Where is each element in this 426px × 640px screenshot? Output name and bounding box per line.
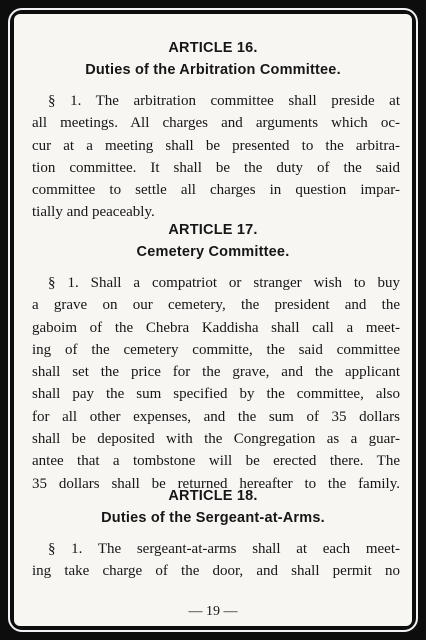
article-18-paragraph xyxy=(32,538,400,583)
text-line: gaboim of the Chebra Kaddisha shall call a meet- xyxy=(32,319,400,336)
article-16-title: ARTICLE 16. xyxy=(168,40,258,56)
text-line: shall be deposited with the Congregation as a guar- xyxy=(32,431,400,448)
text-line: tially and peaceably. xyxy=(32,204,155,221)
document-page xyxy=(14,14,412,626)
article-17-paragraph xyxy=(32,272,400,495)
article-18-subtitle: Duties of the Sergeant-at-Arms. xyxy=(101,510,325,526)
article-17-title: ARTICLE 17. xyxy=(168,222,258,238)
text-line: for all other expenses, and the sum of 35 dollars xyxy=(32,408,400,425)
text-line: § 1. Shall a compatriot or stranger wish to buy xyxy=(48,275,400,291)
text-line: cur at a meeting shall be presented to the arbitra- xyxy=(32,137,400,154)
text-line: § 1. The arbitration committee shall preside at xyxy=(48,93,400,109)
article-18-title: ARTICLE 18. xyxy=(168,488,258,504)
page-number: — 19 — xyxy=(188,604,238,619)
text-line: shall set the price for the grave, and the applicant xyxy=(32,364,400,381)
text-line: 35 dollars shall be returned hereafter to the family. xyxy=(32,475,400,492)
article-16-subtitle: Duties of the Arbitration Committee. xyxy=(85,62,341,78)
text-line: a grave on our cemetery, the president and the xyxy=(32,297,400,314)
text-line: all meetings. All charges and arguments which oc- xyxy=(32,115,400,132)
text-line: § 1. The sergeant-at-arms shall at each meet- xyxy=(48,541,400,557)
text-line: ing take charge of the door, and shall permit no xyxy=(32,563,400,580)
text-line: committee to settle all charges in question impar- xyxy=(32,182,400,199)
text-line: antee that a tombstone will be erected there. The xyxy=(32,453,400,470)
text-line: tion committee. It shall be the duty of the said xyxy=(32,159,400,176)
text-line: ing of the cemetery committe, the said committee xyxy=(32,341,400,358)
article-16-paragraph xyxy=(32,90,400,224)
text-line: shall pay the sum specified by the committee, also xyxy=(32,386,400,403)
article-17-subtitle: Cemetery Committee. xyxy=(136,244,290,260)
